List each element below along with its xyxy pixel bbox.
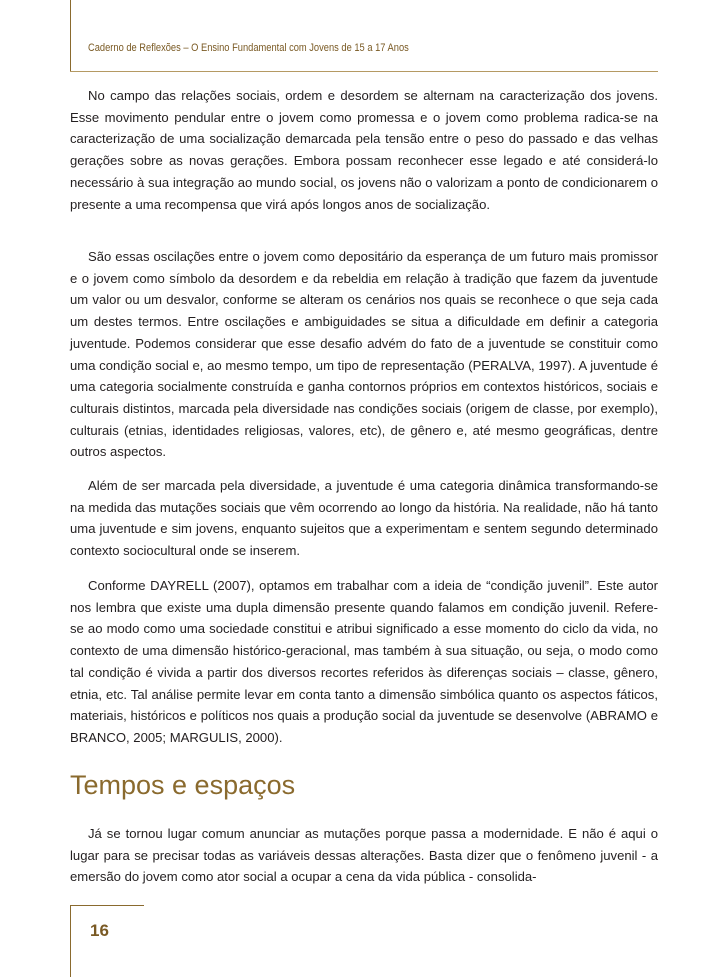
paragraph-text: São essas oscilações entre o jovem como depositário da esperança de um futuro mais promissor e o jovem como símbolo da desordem e da rebeldia em relação à tradição que fazem da juventude um valor ou um desvalor, conforme se alteram os cenários nos quais se reconhece o que seja cada um destes termos. Entre oscilações e ambiguidades se situa a dificuldade em definir a categoria juventude. Podemos considerar que esse desafio advém do fato de a juventude se constituir como uma condição social e, ao mesmo tempo, um tipo de representação (PERALVA, 1997). A juventude é uma categoria socialmente construída e ganha contornos próprios em contextos históricos, sociais e culturais distintos, marcada pela diversidade nas condições sociais (origem de classe, por exemplo), culturais (etnias, identidades religiosas, valores, etc), de gênero e, até mesmo geográficas, dentre outros aspectos.: [70, 249, 658, 460]
running-header: Caderno de Reflexões – O Ensino Fundamental com Jovens de 15 a 17 Anos: [88, 42, 409, 54]
paragraph-2: [70, 246, 658, 463]
footer-left-rule: [70, 905, 71, 977]
header-left-rule: [70, 0, 71, 72]
paragraph-1: [70, 85, 658, 215]
paragraph-text: Além de ser marcada pela diversidade, a juventude é uma categoria dinâmica transformando-se na medida das mutações sociais que vêm ocorrendo ao longo da história. Na realidade, não há tanto uma juventude e sim jovens, enquanto sujeitos que a experimentam e sentem segundo determinado contexto sociocultural onde se inserem.: [70, 478, 658, 559]
section-paragraph: [70, 823, 658, 888]
footer-rule: [70, 905, 144, 906]
header-rule: [70, 71, 658, 72]
paragraph-text: Já se tornou lugar comum anunciar as mutações porque passa a modernidade. E não é aqui o lugar para se precisar todas as variáveis dessas alterações. Basta dizer que o fenômeno juvenil - a emersão do jovem como ator social a ocupar a cena da vida pública - consolida-: [70, 826, 658, 885]
paragraph-text: Conforme DAYRELL (2007), optamos em trabalhar com a ideia de “condição juvenil”. Este autor nos lembra que existe uma dupla dimensão presente quando falamos em condição juvenil. Refere-se ao modo como uma sociedade constitui e atribui significado a esse momento do ciclo da vida, no contexto de uma dimensão histórico-geracional, mas também à sua situação, ou seja, o modo como tal condição é vivida a partir dos diversos recortes referidos às diferenças sociais – classe, gênero, etnia, etc. Tal análise permite levar em conta tanto a dimensão simbólica quanto os aspectos fáticos, materiais, históricos e políticos nos quais a produção social da juventude se desenvolve (ABRAMO e BRANCO, 2005; MARGULIS, 2000).: [70, 578, 658, 745]
section-heading: Tempos e espaços: [70, 770, 296, 800]
paragraph-text: No campo das relações sociais, ordem e desordem se alternam na caracterização dos jovens. Esse movimento pendular entre o jovem como promessa e o jovem como problema radica-se na caracterização de uma socialização demarcada pela tensão entre o peso do passado e das velhas gerações sobre as novas gerações. Embora possam reconhecer esse legado e até considerá-lo necessário à sua integração ao mundo social, os jovens não o valorizam a ponto de condicionarem o presente a uma recompensa que virá após longos anos de socialização.: [70, 88, 658, 212]
page-number: 16: [90, 921, 109, 940]
paragraph-4: [70, 575, 658, 749]
paragraph-3: [70, 475, 658, 562]
